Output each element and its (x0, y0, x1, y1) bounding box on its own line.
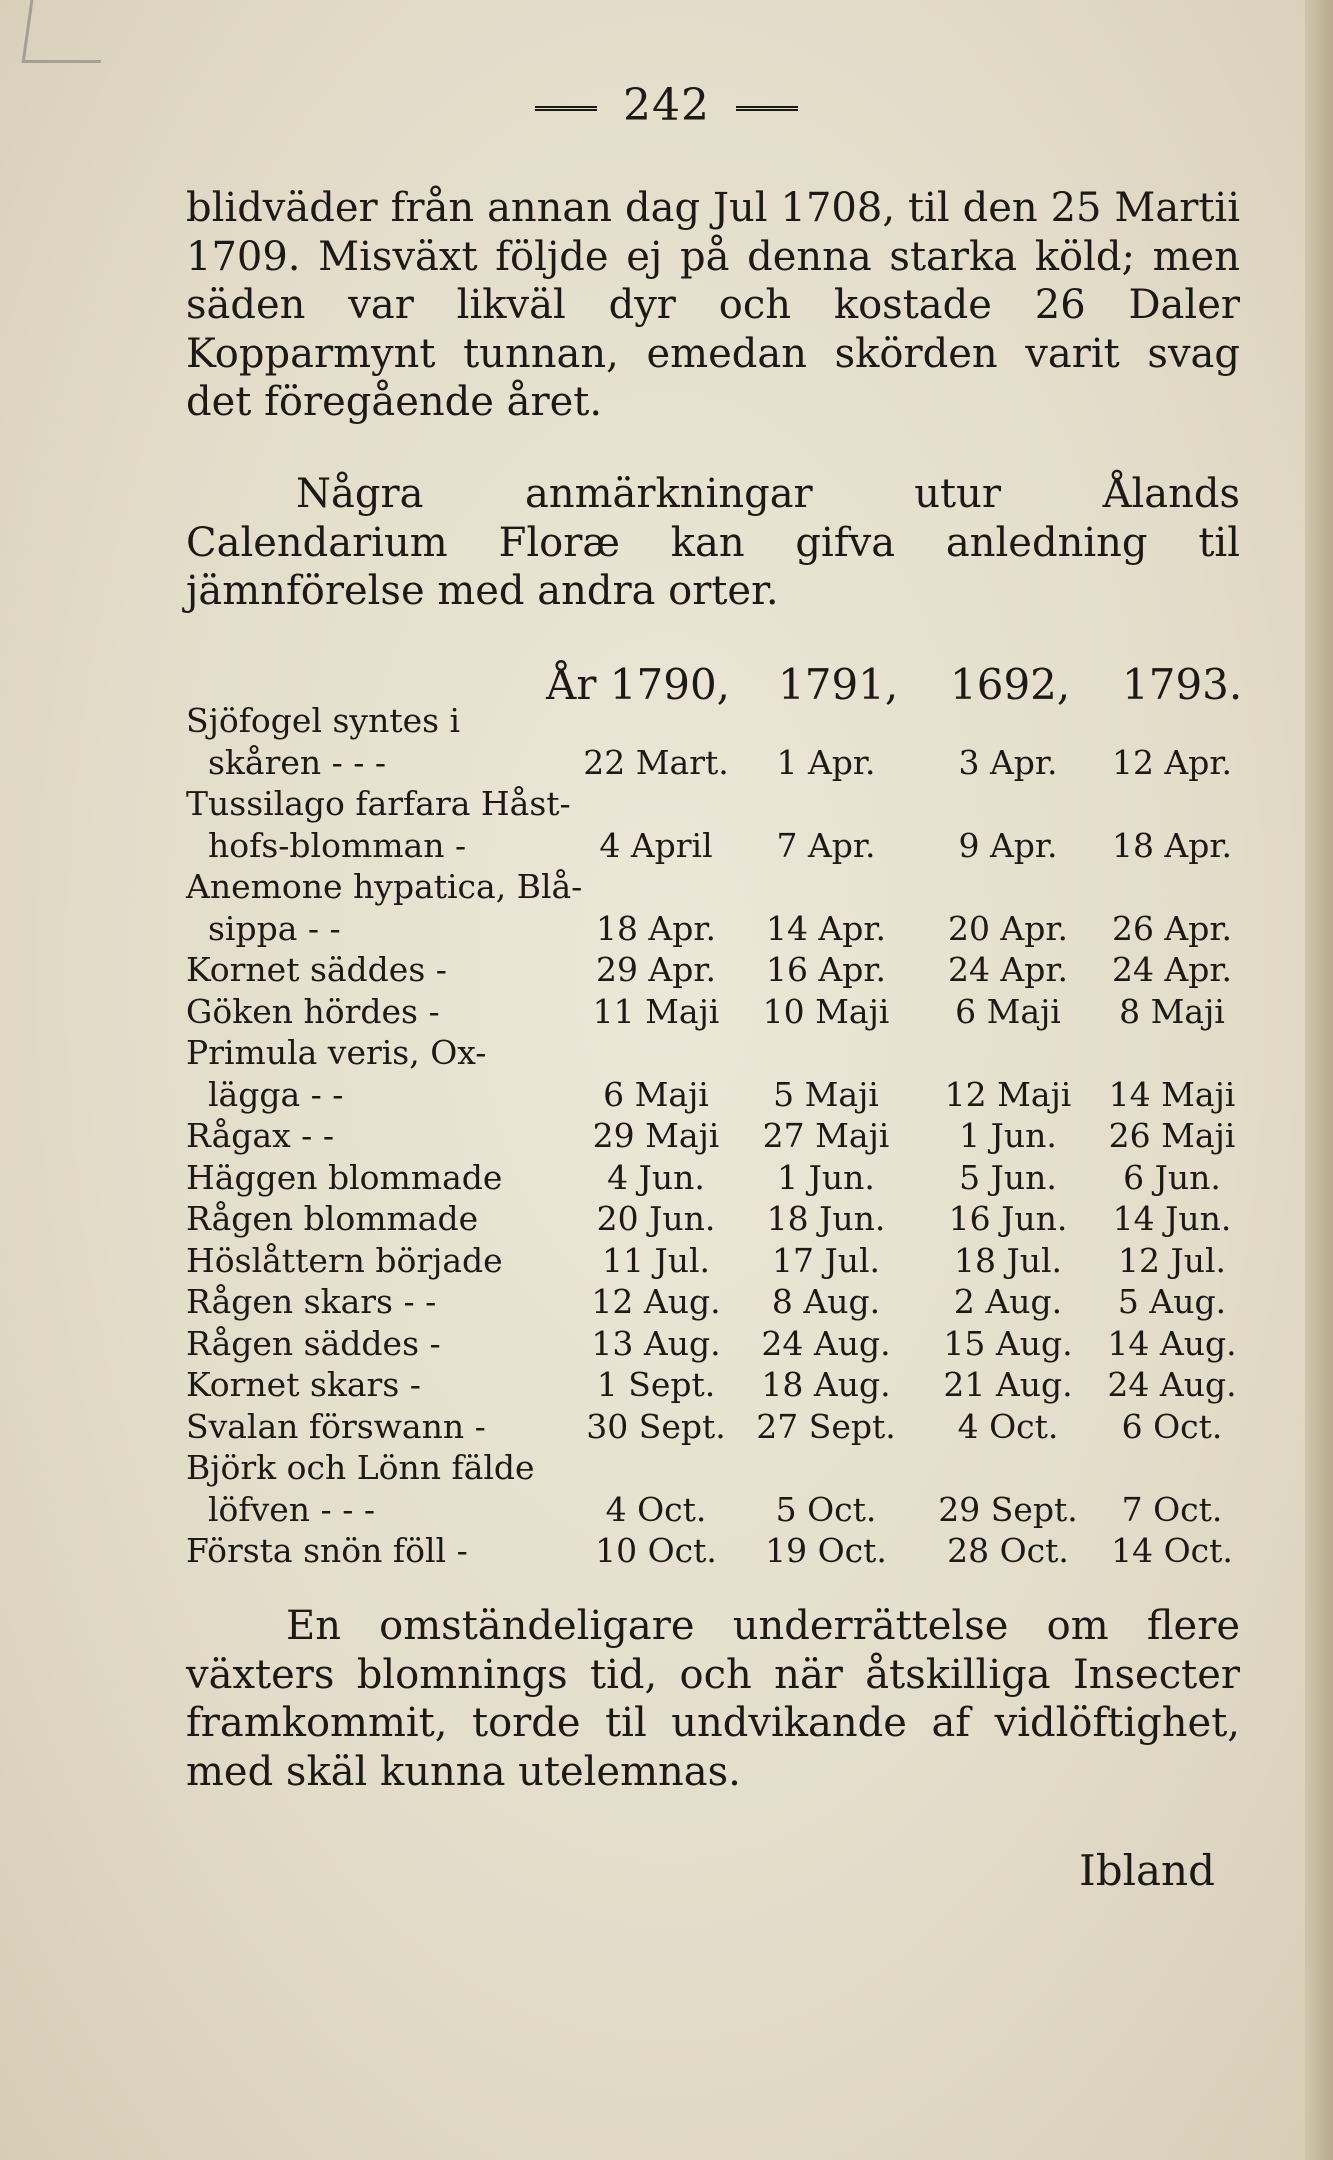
table-row (186, 949, 1246, 991)
cell-date: 8 Maji (1119, 991, 1225, 1031)
cell-date: 18 Jul. (953, 1240, 1062, 1280)
cell-date: 8 Aug. (771, 1282, 881, 1321)
table-row (186, 1157, 1246, 1199)
corner-mark (22, 0, 110, 63)
table-row (186, 1240, 1246, 1282)
row-label: Tussilago farfara Håst- (186, 784, 571, 823)
cell-date: 9 Apr. (958, 825, 1058, 865)
page-header (0, 80, 1333, 131)
cell-date: 6 Maji (955, 991, 1061, 1031)
table-row (186, 742, 1246, 784)
table-row (186, 1447, 1246, 1489)
cell-date: 1 Jun. (959, 1116, 1057, 1155)
cell-date: 7 Oct. (1121, 1489, 1223, 1529)
cell-date: 7 Apr. (776, 825, 876, 865)
year-1793: 1793. (1122, 660, 1243, 709)
cell-date: 15 Aug. (943, 1323, 1073, 1363)
row-label: löfven - - - (208, 1489, 375, 1529)
header-rule-right (736, 106, 798, 111)
cell-date: 27 Maji (762, 1116, 890, 1155)
row-label: Kornet skars - (186, 1365, 421, 1404)
table-row (186, 700, 1246, 742)
cell-date: 29 Apr. (595, 950, 717, 989)
cell-date: 5 Aug. (1117, 1282, 1227, 1321)
cell-date: 24 Aug. (761, 1323, 891, 1363)
row-label: sippa - - (208, 908, 341, 948)
cell-date: 16 Jun. (948, 1199, 1068, 1238)
cell-date: 28 Oct. (947, 1531, 1069, 1570)
cell-date: 10 Maji (762, 991, 890, 1031)
cell-date: 1 Apr. (776, 742, 876, 782)
cell-date: 27 Sept. (756, 1406, 896, 1446)
cell-date: 18 Apr. (1111, 825, 1233, 865)
cell-date: 5 Oct. (775, 1489, 877, 1529)
row-label: skåren - - - (208, 742, 387, 782)
table-row (186, 1530, 1246, 1572)
table-row (186, 1198, 1246, 1240)
cell-date: 14 Apr. (765, 908, 887, 948)
cell-date: 11 Maji (592, 991, 720, 1031)
cell-date: 12 Aug. (591, 1282, 721, 1321)
cell-date: 26 Apr. (1111, 908, 1233, 948)
row-label: Rågen skars - - (186, 1282, 437, 1321)
page-number: 242 (623, 80, 710, 131)
table-row (186, 991, 1246, 1033)
cell-date: 19 Oct. (765, 1531, 887, 1570)
table-row (186, 1115, 1246, 1157)
year-1791: 1791, (778, 660, 899, 709)
cell-date: 22 Mart. (583, 742, 729, 782)
row-label: Kornet säddes - (186, 950, 447, 989)
cell-date: 1 Sept. (596, 1365, 716, 1404)
table-row (186, 1489, 1246, 1531)
row-label: hofs-blomman - (208, 825, 467, 865)
row-label: Första snön föll - (186, 1531, 468, 1570)
cell-date: 18 Jun. (766, 1199, 886, 1238)
table-row (186, 1074, 1246, 1116)
cell-date: 16 Apr. (765, 950, 887, 989)
cell-date: 13 Aug. (591, 1323, 721, 1363)
cell-date: 14 Jun. (1112, 1199, 1232, 1238)
cell-date: 5 Maji (773, 1074, 879, 1114)
cell-date: 12 Apr. (1111, 742, 1233, 782)
paragraph-3: En omständeligare underrättelse om flere växters blomnings tid, och när åtskilliga Insecter framkommit, torde til undvikande af vidlöftighet, med skäl kunna utelemnas. (186, 1603, 1240, 1795)
table-row (186, 866, 1246, 908)
table-row (186, 1281, 1246, 1323)
cell-date: 12 Jul. (1117, 1240, 1226, 1280)
paragraph-1: blidväder från annan dag Jul 1708, til den 25 Martii 1709. Misväxt följde ej på denna starka köld; men säden var likväl dyr och kostade 26 Daler Kopparmynt tunnan, emedan skörden varit svag det föregående året. (186, 185, 1240, 425)
row-label: Anemone hypatica, Blå- (186, 867, 583, 906)
cell-date: 14 Maji (1108, 1074, 1236, 1114)
header-rule-left (535, 106, 597, 111)
cell-date: 2 Aug. (953, 1282, 1063, 1321)
cell-date: 4 Oct. (957, 1406, 1059, 1446)
page-edge (1305, 0, 1333, 2160)
year-1790: 1790, (609, 660, 731, 709)
row-label: Rågax - - (186, 1116, 334, 1155)
cell-date: 26 Maji (1108, 1116, 1236, 1155)
table-row (186, 1406, 1246, 1448)
row-label: lägga - - (208, 1074, 344, 1114)
cell-date: 14 Oct. (1111, 1531, 1233, 1570)
cell-date: 20 Apr. (947, 908, 1069, 948)
cell-date: 5 Jun. (959, 1157, 1057, 1197)
paragraph-2: Några anmärkningar utur Ålands Calendarium Floræ kan gifva anledning til jämnförelse med andra orter. (186, 471, 1240, 614)
table-row (186, 1323, 1246, 1365)
cell-date: 1 Jun. (777, 1157, 875, 1197)
row-label: Höslåttern började (186, 1240, 503, 1280)
year-prefix: År (546, 660, 597, 709)
cell-date: 21 Aug. (943, 1365, 1073, 1404)
table-row (186, 1032, 1246, 1074)
cell-date: 20 Jun. (596, 1199, 716, 1238)
cell-date: 24 Aug. (1107, 1365, 1237, 1404)
cell-date: 24 Apr. (1111, 950, 1233, 989)
row-label: Rågen säddes - (186, 1323, 441, 1363)
row-label: Sjöfogel syntes i (186, 701, 461, 740)
table-row (186, 825, 1246, 867)
cell-date: 14 Aug. (1107, 1323, 1237, 1363)
catchword: Ibland (1079, 1846, 1215, 1895)
cell-date: 18 Aug. (761, 1365, 891, 1404)
cell-date: 11 Jul. (601, 1240, 710, 1280)
cell-date: 30 Sept. (586, 1406, 726, 1446)
table-row (186, 1364, 1246, 1406)
year-1692: 1692, (950, 660, 1071, 709)
row-label: Björk och Lönn fälde (186, 1448, 535, 1487)
row-label: Svalan förswann - (186, 1406, 486, 1446)
cell-date: 4 Jun. (607, 1157, 705, 1197)
cell-date: 17 Jul. (771, 1240, 880, 1280)
cell-date: 29 Sept. (938, 1489, 1078, 1529)
cell-date: 29 Maji (592, 1116, 720, 1155)
cell-date: 12 Maji (944, 1074, 1072, 1114)
table-row (186, 908, 1246, 950)
cell-date: 4 Oct. (605, 1489, 707, 1529)
cell-date: 6 Maji (603, 1074, 709, 1114)
row-label: Rågen blommade (186, 1199, 479, 1238)
phenology-table (186, 700, 1246, 1572)
cell-date: 6 Oct. (1121, 1406, 1223, 1446)
cell-date: 4 April (599, 825, 713, 865)
cell-date: 18 Apr. (595, 908, 717, 948)
cell-date: 24 Apr. (947, 950, 1069, 989)
row-label: Primula veris, Ox- (186, 1033, 487, 1072)
row-label: Häggen blommade (186, 1157, 503, 1197)
table-row (186, 783, 1246, 825)
cell-date: 3 Apr. (958, 742, 1058, 782)
row-label: Göken hördes - (186, 991, 440, 1031)
cell-date: 6 Jun. (1123, 1157, 1221, 1197)
cell-date: 10 Oct. (595, 1531, 717, 1570)
